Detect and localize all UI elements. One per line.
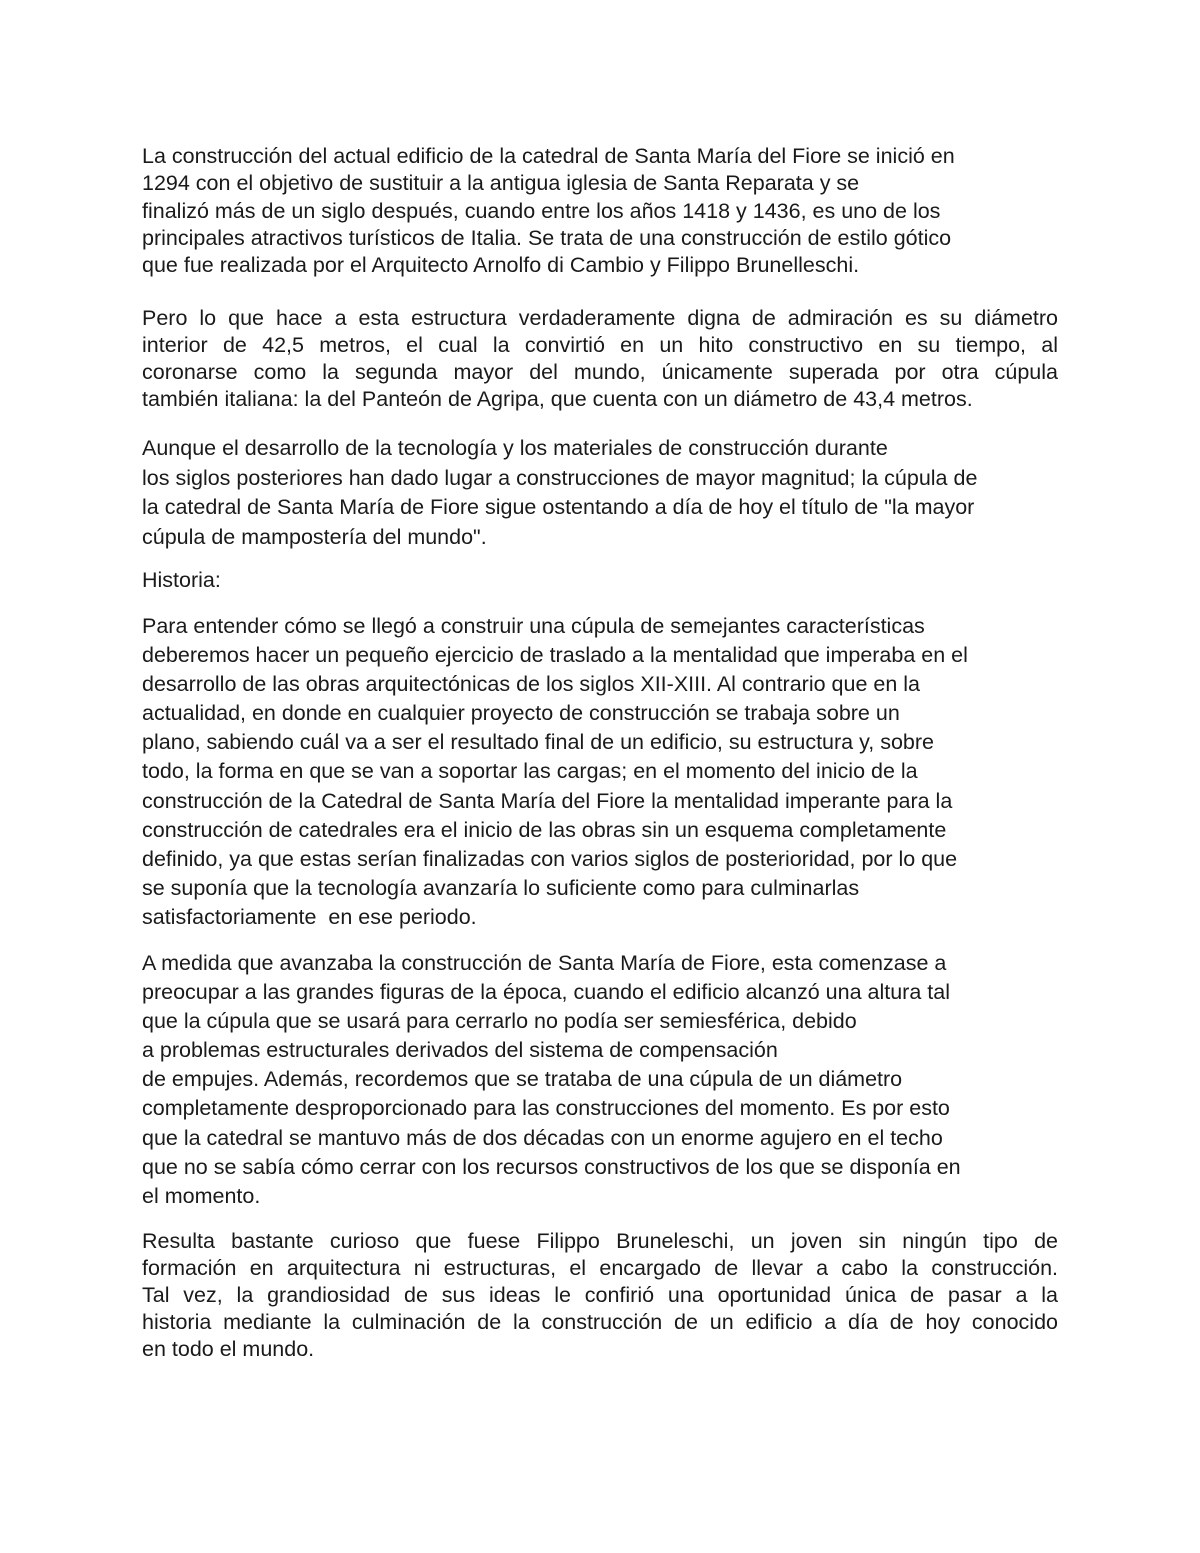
paragraph-line: A medida que avanzaba la construcción de Santa María de Fiore, esta comenzase a: [142, 951, 947, 975]
paragraph-line: completamente desproporcionado para las construcciones del momento. Es por esto: [142, 1096, 950, 1121]
paragraph-line: deberemos hacer un pequeño ejercicio de traslado a la mentalidad que imperaba en el: [142, 643, 968, 668]
paragraph-line: coronarse como la segunda mayor del mundo, únicamente superada por otra cúpula: [142, 360, 1058, 384]
paragraph-line: plano, sabiendo cuál va a ser el resultado final de un edificio, su estructura y, sobre: [142, 730, 934, 755]
paragraph-line: La construcción del actual edificio de la catedral de Santa María del Fiore se inició en: [142, 144, 955, 168]
paragraph-line: los siglos posteriores han dado lugar a construcciones de mayor magnitud; la cúpula de: [142, 465, 978, 490]
paragraph-line: el momento.: [142, 1183, 261, 1208]
paragraph-line: principales atractivos turísticos de Italia. Se trata de una construcción de estilo gótico: [142, 225, 952, 250]
paragraph-intro: [142, 143, 1062, 279]
paragraph-line: preocupar a las grandes figuras de la época, cuando el edificio alcanzó una altura tal: [142, 980, 950, 1005]
paragraph-line: construcción de catedrales era el inicio de las obras sin un esquema completamente: [142, 817, 947, 842]
paragraph-line: finalizó más de un siglo después, cuando entre los años 1418 y 1436, es uno de los: [142, 198, 941, 223]
paragraph-line: 1294 con el objetivo de sustituir a la antigua iglesia de Santa Reparata y se: [142, 171, 860, 196]
paragraph-line: interior de 42,5 metros, el cual la convirtió en un hito constructivo en su tiempo, al: [142, 333, 1058, 357]
paragraph-line: también italiana: la del Panteón de Agripa, que cuenta con un diámetro de 43,4 metros.: [142, 387, 973, 411]
paragraph-line: Resulta bastante curioso que fuese Filippo Bruneleschi, un joven sin ningún tipo de: [142, 1229, 1058, 1253]
paragraph-line: historia mediante la culminación de la construcción de un edificio a día de hoy conocido: [142, 1310, 1058, 1334]
paragraph-line: de empujes. Además, recordemos que se trataba de una cúpula de un diámetro: [142, 1067, 903, 1092]
paragraph-line: desarrollo de las obras arquitectónicas de los siglos XII-XIII. Al contrario que en la: [142, 672, 920, 697]
paragraph-line: se suponía que la tecnología avanzaría lo suficiente como para culminarlas: [142, 875, 860, 900]
paragraph-line: todo, la forma en que se van a soportar las cargas; en el momento del inicio de la: [142, 759, 918, 784]
section-heading: Historia:: [142, 568, 221, 592]
paragraph-history: [142, 612, 1062, 932]
paragraph-brunelleschi: [142, 1228, 1058, 1363]
paragraph-line: construcción de la Catedral de Santa María del Fiore la mentalidad imperante para la: [142, 788, 953, 813]
paragraph-line: que no se sabía cómo cerrar con los recursos constructivos de los que se disponía en: [142, 1154, 961, 1179]
paragraph-line: actualidad, en donde en cualquier proyecto de construcción se trabaja sobre un: [142, 701, 900, 726]
paragraph-line: satisfactoriamente en ese periodo.: [142, 904, 477, 929]
paragraph-diameter: [142, 305, 1058, 413]
paragraph-technology: [142, 434, 1062, 552]
paragraph-line: a problemas estructurales derivados del sistema de compensación: [142, 1038, 778, 1063]
paragraph-line: Tal vez, la grandiosidad de sus ideas le confirió una oportunidad única de pasar a la: [142, 1283, 1058, 1307]
section-heading-historia: [142, 566, 1062, 595]
paragraph-line: Para entender cómo se llegó a construir una cúpula de semejantes características: [142, 614, 925, 638]
paragraph-line: que la catedral se mantuvo más de dos décadas con un enorme agujero en el techo: [142, 1125, 943, 1150]
paragraph-line: en todo el mundo.: [142, 1337, 315, 1361]
paragraph-line: Aunque el desarrollo de la tecnología y los materiales de construcción durante: [142, 436, 888, 460]
paragraph-line: la catedral de Santa María de Fiore sigue ostentando a día de hoy el título de "la mayor: [142, 495, 975, 519]
paragraph-line: formación en arquitectura ni estructuras, el encargado de llevar a cabo la construcción.: [142, 1256, 1058, 1280]
paragraph-line: que la cúpula que se usará para cerrarlo no podía ser semiesférica, debido: [142, 1009, 857, 1034]
paragraph-construction: [142, 949, 1062, 1211]
paragraph-line: definido, ya que estas serían finalizadas con varios siglos de posterioridad, por lo que: [142, 846, 958, 871]
paragraph-line: que fue realizada por el Arquitecto Arnolfo di Cambio y Filippo Brunelleschi.: [142, 253, 860, 278]
paragraph-line: cúpula de mampostería del mundo".: [142, 524, 487, 549]
paragraph-line: Pero lo que hace a esta estructura verdaderamente digna de admiración es su diámetro: [142, 306, 1058, 330]
